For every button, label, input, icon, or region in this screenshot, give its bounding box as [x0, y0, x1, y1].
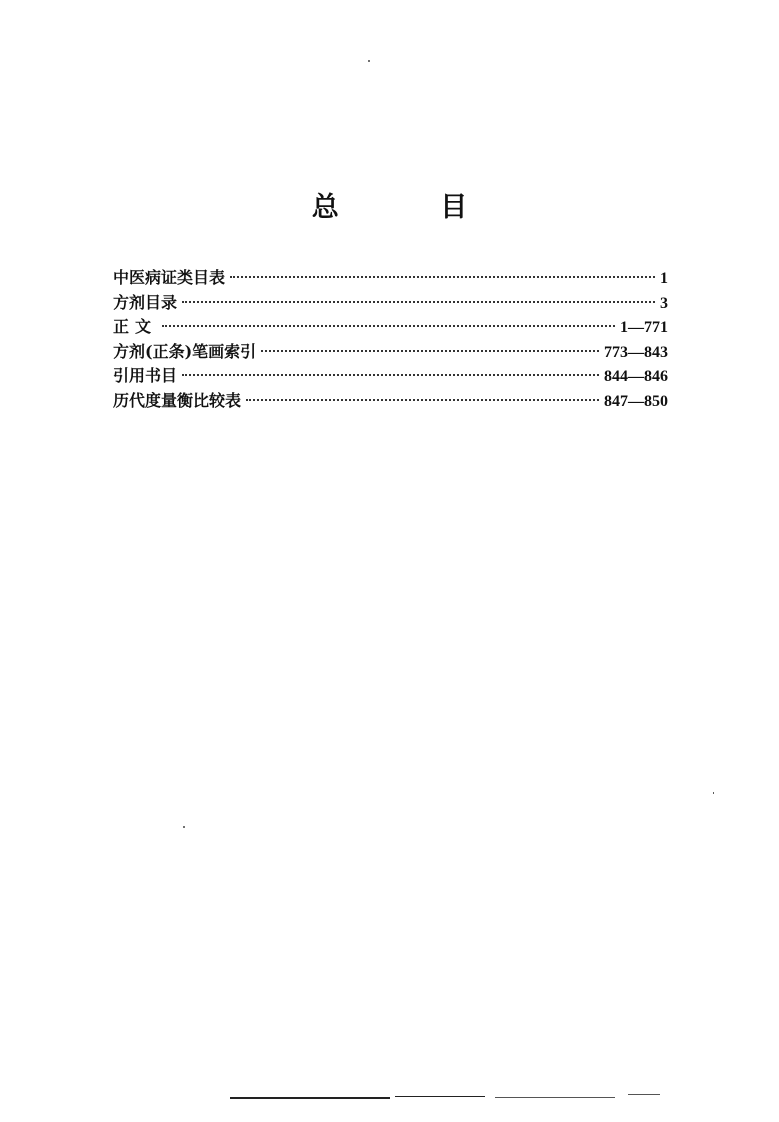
footer-rule: [395, 1096, 485, 1097]
toc-entry-page: 1—771: [620, 319, 668, 336]
scan-speck: [713, 792, 714, 794]
toc-entry-stroke-index[interactable]: [113, 340, 668, 365]
toc-entry-formula-contents[interactable]: [113, 291, 668, 316]
scan-speck: [368, 60, 370, 62]
toc-entry-label: 方剂(正条)笔画索引: [113, 341, 257, 361]
toc-entry-label: 历代度量衡比较表: [113, 390, 242, 410]
dot-leader: [261, 350, 599, 352]
toc-entry-measures-table[interactable]: [113, 389, 668, 414]
dot-leader: [230, 276, 655, 278]
footer-rule: [230, 1097, 390, 1099]
toc-entry-label: 中医病证类目表: [113, 268, 226, 287]
dot-leader: [246, 399, 599, 401]
scan-speck: [183, 826, 185, 828]
footer-rule: [628, 1094, 660, 1095]
footer-rule: [495, 1097, 615, 1098]
toc-entry-page: 3: [660, 294, 668, 312]
toc-entry-page: 844—846: [604, 368, 668, 385]
dot-leader: [162, 325, 615, 327]
toc-entry-label: 正文: [113, 317, 158, 336]
toc-entry-label: 方剂目录: [113, 292, 178, 312]
toc-entry-page: 1: [660, 270, 668, 287]
toc-entry-label: 引用书目: [113, 366, 178, 385]
table-of-contents: [113, 266, 668, 413]
toc-entry-page: 773—843: [604, 343, 668, 361]
page-title: 总 目: [311, 192, 514, 223]
dot-leader: [182, 301, 655, 303]
toc-entry-bibliography[interactable]: [113, 364, 668, 389]
toc-entry-page: 847—850: [604, 392, 668, 410]
toc-entry-disease-index[interactable]: [113, 266, 668, 291]
toc-entry-main-text[interactable]: [113, 315, 668, 340]
dot-leader: [182, 374, 599, 376]
